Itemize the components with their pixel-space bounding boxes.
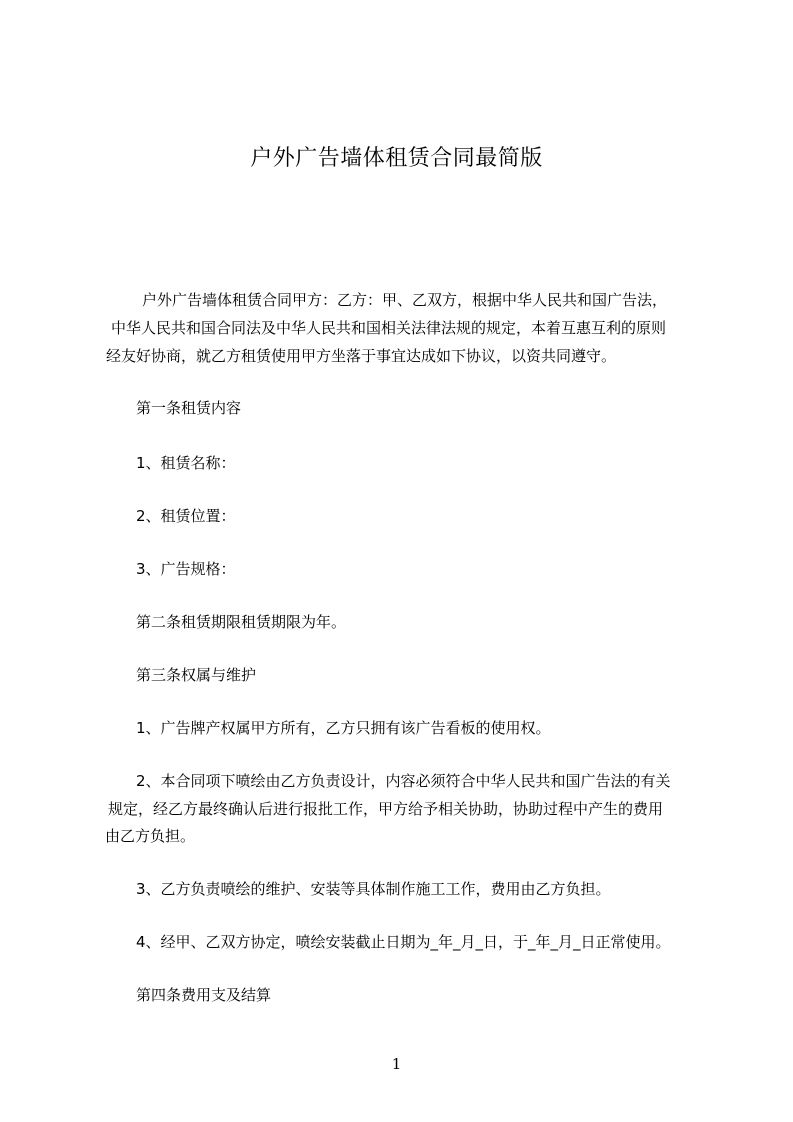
intro-line-1: 户外广告墙体租赁合同甲方：乙方：甲、乙双方，根据中华人民共和国广告法， [142,291,668,309]
intro-line-2: 中华人民共和国合同法及中华人民共和国相关法律法规的规定，本着互惠互利的原则 [111,319,667,337]
article-3-item-4: 4、经甲、乙双方协定，喷绘安装截止日期为_年_月_日，于_年_月_日正常使用。 [136,933,671,951]
article-3-heading: 第三条权属与维护 [136,666,257,684]
page-number: 1 [391,1055,402,1073]
article-2-heading: 第二条租赁期限租赁期限为年。 [136,613,347,631]
intro-line-3: 经友好协商，就乙方租赁使用甲方坐落于事宜达成如下协议，以资共同遵守。 [106,347,617,365]
article-3-item-3: 3、乙方负责喷绘的维护、安装等具体制作施工工作，费用由乙方负担。 [136,880,611,898]
article-1-item-2: 2、租赁位置： [136,507,236,525]
article-1-item-3: 3、广告规格： [136,560,236,578]
article-3-item-2-line-1: 2、本合同项下喷绘由乙方负责设计，内容必须符合中华人民共和国广告法的有关 [136,772,671,790]
document-title: 户外广告墙体租赁合同最简版 [250,146,543,171]
article-3-item-1: 1、广告牌产权属甲方所有，乙方只拥有该广告看板的使用权。 [136,719,551,737]
article-3-item-2-line-2: 规定，经乙方最终确认后进行报批工作，甲方给予相关协助，协助过程中产生的费用 [108,800,664,818]
article-3-item-2-line-3: 由乙方负担。 [105,827,196,845]
article-1-item-1: 1、租赁名称： [136,454,236,472]
article-4-heading: 第四条费用支及结算 [136,986,272,1004]
article-1-heading: 第一条租赁内容 [136,399,242,417]
